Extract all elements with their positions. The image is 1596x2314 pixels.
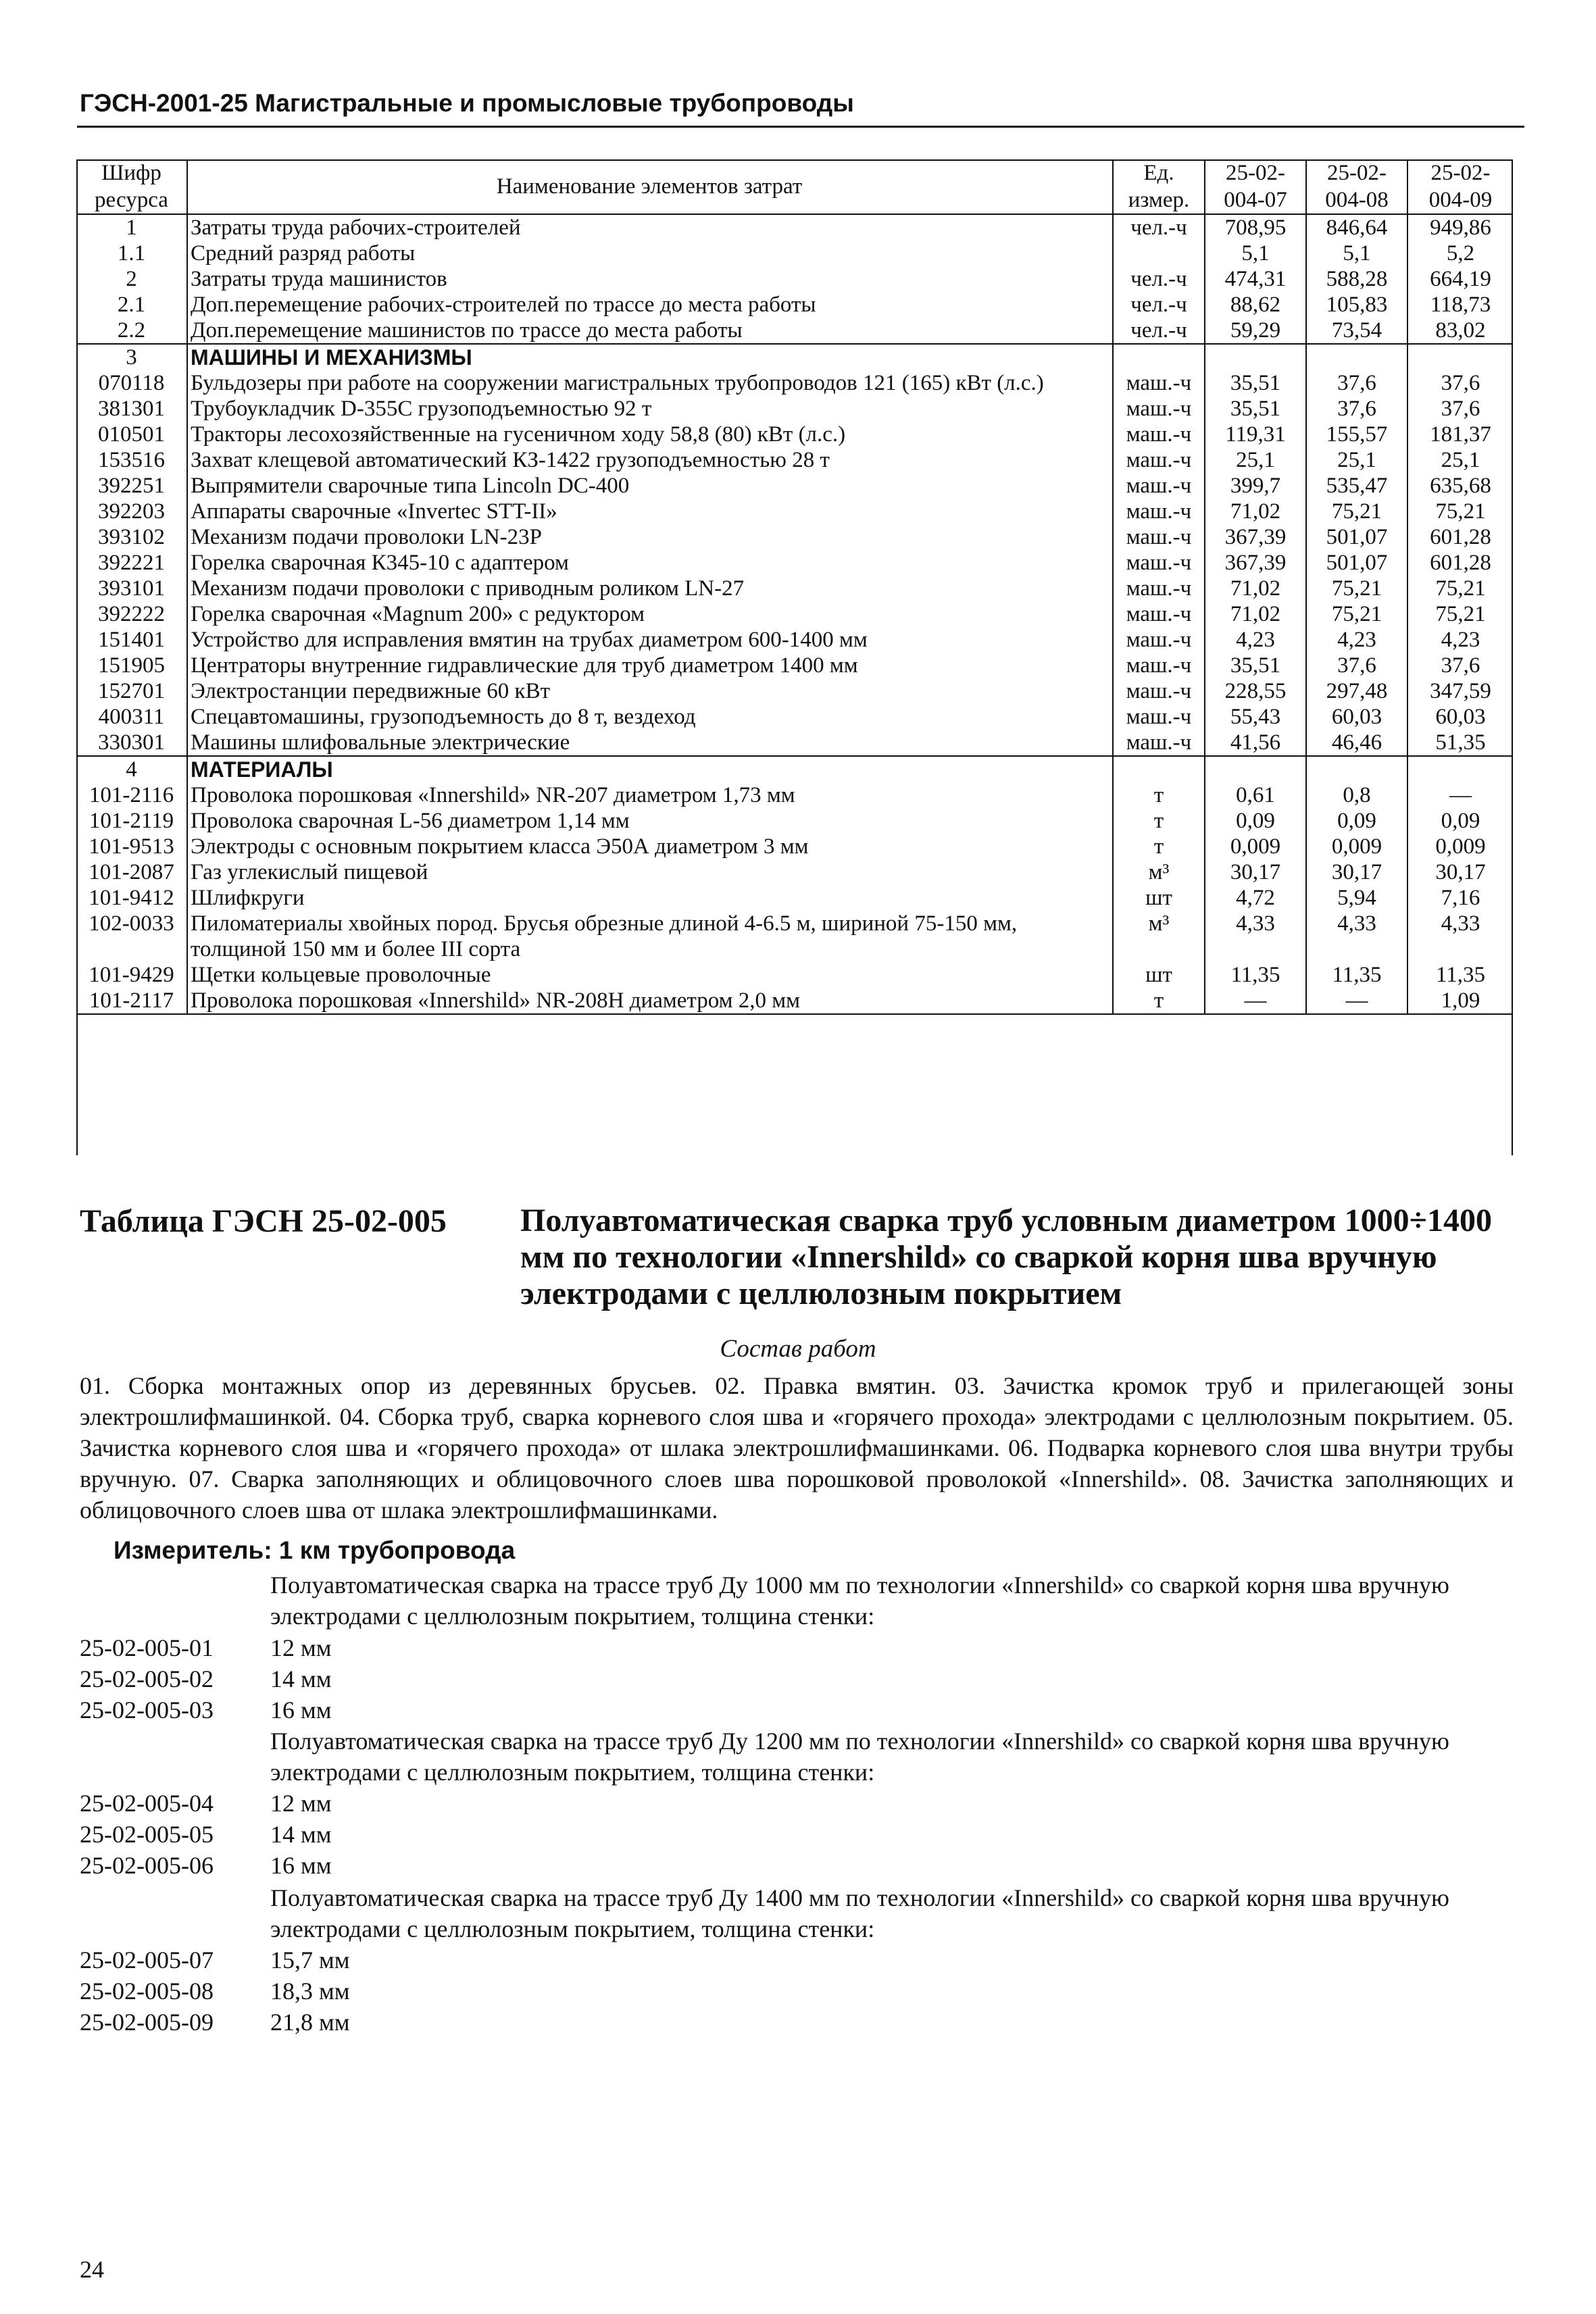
value-col-3 (1407, 756, 1513, 782)
resource-name: Газ углекислый пищевой (187, 859, 1113, 885)
resource-unit: маш.-ч (1113, 704, 1205, 730)
value-col-2: 588,28 (1306, 266, 1407, 292)
resource-code: 151401 (76, 627, 187, 653)
value-col-1: 41,56 (1205, 730, 1306, 756)
value-col-1: 0,009 (1205, 834, 1306, 859)
norm-value: 12 мм (270, 1634, 332, 1661)
value-col-2: 75,21 (1306, 601, 1407, 627)
resource-code: 151905 (76, 653, 187, 678)
resource-unit (1113, 344, 1205, 370)
norm-value: 14 мм (270, 1665, 332, 1692)
value-col-1: 88,62 (1205, 292, 1306, 318)
resource-name: Доп.перемещение рабочих-строителей по трассе до места работы (187, 292, 1113, 318)
value-col-2: 297,48 (1306, 678, 1407, 704)
resource-unit: маш.-ч (1113, 370, 1205, 396)
resource-unit: шт (1113, 962, 1205, 988)
table-row (76, 370, 1513, 396)
value-col-3: 181,37 (1430, 422, 1491, 447)
resource-unit: чел.-ч (1113, 214, 1205, 241)
table-label: Таблица ГЭСН 25-02-005 (80, 1203, 447, 1239)
table-row (76, 859, 1513, 885)
header-col-2: 25-02- 004-08 (1306, 159, 1407, 214)
value-col-1: 708,95 (1205, 214, 1306, 241)
value-col-1: 71,02 (1205, 576, 1306, 601)
value-col-3: 30,17 (1435, 860, 1486, 884)
value-col-2: 5,94 (1306, 885, 1407, 911)
resource-name: Устройство для исправления вмятин на трубах диаметром 600-1400 мм (187, 627, 1113, 653)
resource-code: 400311 (76, 704, 187, 730)
value-col-1 (1205, 344, 1306, 370)
resource-name: Машины шлифовальные электрические (187, 730, 1113, 756)
resource-unit: маш.-ч (1113, 730, 1205, 756)
value-col-3: 75,21 (1435, 576, 1486, 601)
value-col-3: 0,09 (1441, 809, 1480, 833)
norm-row (80, 1663, 332, 1694)
norm-value: 12 мм (270, 1790, 332, 1817)
resource-name: Пиломатериалы хвойных пород. Брусья обрезные длиной 4-6.5 м, шириной 75-150 мм, толщиной 150 мм и более III сорта (187, 911, 1113, 962)
value-col-3: 7,16 (1441, 886, 1480, 910)
table-row (76, 422, 1513, 447)
value-col-3: 75,21 (1435, 602, 1486, 626)
resource-code: 2.2 (76, 318, 187, 344)
table-row (76, 988, 1513, 1014)
resource-name: Затраты труда рабочих-строителей (187, 214, 1113, 241)
resource-unit: маш.-ч (1113, 499, 1205, 524)
value-col-2: 0,09 (1306, 808, 1407, 834)
table-row (76, 447, 1513, 473)
value-col-3: 25,1 (1441, 448, 1480, 472)
value-col-2: 5,1 (1306, 241, 1407, 266)
norm-row (80, 1819, 332, 1850)
resource-code: 381301 (76, 396, 187, 422)
value-col-3: 75,21 (1435, 499, 1486, 524)
norm-code: 25-02-005-08 (80, 1978, 214, 2005)
resource-name: Механизм подачи проволоки с приводным роликом LN-27 (187, 576, 1113, 601)
table-row (76, 782, 1513, 808)
table-row (76, 601, 1513, 627)
table-row (76, 730, 1513, 756)
table-header-row (76, 159, 1513, 214)
resource-name: Затраты труда машинистов (187, 266, 1113, 292)
norm-value: 18,3 мм (270, 1978, 350, 2005)
resource-code: 101-2119 (76, 808, 187, 834)
value-col-2: 60,03 (1306, 704, 1407, 730)
norm-value: 14 мм (270, 1821, 332, 1848)
norm-code: 25-02-005-05 (80, 1821, 214, 1848)
header-col-1: 25-02- 004-07 (1205, 159, 1306, 214)
resource-code: 1 (76, 214, 187, 241)
resource-name: Механизм подачи проволоки LN-23P (187, 524, 1113, 550)
value-col-1: 0,61 (1205, 782, 1306, 808)
value-col-1: 399,7 (1205, 473, 1306, 499)
resource-name: Проволока сварочная L-56 диаметром 1,14 мм (187, 808, 1113, 834)
value-col-3 (1407, 344, 1513, 370)
resource-unit: маш.-ч (1113, 601, 1205, 627)
header-unit: Ед. измер. (1113, 159, 1205, 214)
table-title: Полуавтоматическая сварка труб условным диаметром 1000÷1400 мм по технологии «Innershild» со сваркой корня шва вручную электродами с целлюлозным покрытием (520, 1203, 1492, 1311)
table-row (76, 318, 1513, 344)
resource-code: 101-2116 (76, 782, 187, 808)
norm-code: 25-02-005-04 (80, 1790, 214, 1817)
resource-name: Трубоукладчик D-355C грузоподъемностью 92 т (187, 396, 1113, 422)
group-description-1: Полуавтоматическая сварка на трассе труб Ду 1000 мм по технологии «Innershild» со сваркой корня шва вручную электродами с целлюлозным покрытием, толщина стенки: (270, 1571, 1449, 1630)
value-col-2: 0,009 (1306, 834, 1407, 859)
value-col-2: 37,6 (1306, 653, 1407, 678)
table-row (76, 962, 1513, 988)
value-col-1: 0,09 (1205, 808, 1306, 834)
resource-name: Электростанции передвижные 60 кВт (187, 678, 1113, 704)
resource-unit: маш.-ч (1113, 524, 1205, 550)
header-code: Шифр ресурса (76, 159, 187, 214)
table-row (76, 473, 1513, 499)
group-description-2: Полуавтоматическая сварка на трассе труб Ду 1200 мм по технологии «Innershild» со сваркой корня шва вручную электродами с целлюлозным покрытием, толщина стенки: (270, 1728, 1449, 1786)
value-col-2: 73,54 (1306, 318, 1407, 344)
resource-name: Спецавтомашины, грузоподъемность до 8 т, вездеход (187, 704, 1113, 730)
resource-name: Проволока порошковая «Innershild» NR-208H диаметром 2,0 мм (187, 988, 1113, 1014)
works-heading: Состав работ (720, 1335, 876, 1363)
value-col-3: 83,02 (1435, 318, 1486, 343)
resource-name: Бульдозеры при работе на сооружении магистральных трубопроводов 121 (165) кВт (л.с.) (187, 370, 1113, 396)
value-col-3: 5,2 (1446, 241, 1475, 266)
resource-code: 010501 (76, 422, 187, 447)
resource-unit (1113, 756, 1205, 782)
value-col-2: — (1306, 988, 1407, 1014)
norm-code: 25-02-005-03 (80, 1696, 214, 1724)
resource-unit: маш.-ч (1113, 627, 1205, 653)
value-col-1: 11,35 (1205, 962, 1306, 988)
resource-unit: маш.-ч (1113, 447, 1205, 473)
resource-table (76, 159, 1513, 1015)
resource-unit: маш.-ч (1113, 473, 1205, 499)
resource-name: Центраторы внутренние гидравлические для труб диаметром 1400 мм (187, 653, 1113, 678)
resource-code: 393102 (76, 524, 187, 550)
norm-code: 25-02-005-02 (80, 1665, 214, 1692)
resource-name: Аппараты сварочные «Invertec STT-II» (187, 499, 1113, 524)
resource-code: 392222 (76, 601, 187, 627)
resource-name: МАТЕРИАЛЫ (187, 756, 1113, 782)
resource-unit: чел.-ч (1113, 266, 1205, 292)
table-row (76, 756, 1513, 782)
resource-code: 392221 (76, 550, 187, 576)
resource-unit: маш.-ч (1113, 678, 1205, 704)
value-col-1: 71,02 (1205, 499, 1306, 524)
value-col-2: 37,6 (1306, 370, 1407, 396)
value-col-3: 601,28 (1430, 525, 1491, 549)
value-col-2: 4,33 (1306, 911, 1407, 962)
value-col-1: 55,43 (1205, 704, 1306, 730)
resource-name: Щетки кольцевые проволочные (187, 962, 1113, 988)
value-col-1: 59,29 (1205, 318, 1306, 344)
resource-name: Горелка сварочная «Magnum 200» с редуктором (187, 601, 1113, 627)
value-col-2: 0,8 (1306, 782, 1407, 808)
table-row (76, 396, 1513, 422)
value-col-2: 846,64 (1306, 214, 1407, 241)
norm-row (80, 1788, 332, 1819)
value-col-1: 4,33 (1205, 911, 1306, 962)
resource-unit: маш.-ч (1113, 576, 1205, 601)
value-col-1: 228,55 (1205, 678, 1306, 704)
norm-value: 16 мм (270, 1852, 332, 1879)
value-col-3: 37,6 (1441, 653, 1480, 678)
value-col-3: 118,73 (1430, 293, 1491, 317)
norm-row (80, 1944, 350, 1976)
table-row (76, 524, 1513, 550)
resource-code: 392203 (76, 499, 187, 524)
resource-name: Шлифкруги (187, 885, 1113, 911)
value-col-3: — (1449, 783, 1472, 807)
value-col-2: 501,07 (1306, 550, 1407, 576)
table-row (76, 834, 1513, 859)
norm-row (80, 1632, 332, 1663)
value-col-2: 11,35 (1306, 962, 1407, 988)
table-row (76, 241, 1513, 266)
norm-value: 15,7 мм (270, 1946, 350, 1973)
table-row (76, 704, 1513, 730)
value-col-3: 4,33 (1441, 911, 1480, 936)
header-rule (77, 126, 1524, 128)
value-col-2: 30,17 (1306, 859, 1407, 885)
value-col-2 (1306, 756, 1407, 782)
value-col-1: 35,51 (1205, 370, 1306, 396)
value-col-1: — (1205, 988, 1306, 1014)
resource-unit: т (1113, 782, 1205, 808)
running-header: ГЭСН-2001-25 Магистральные и промысловые трубопроводы (80, 89, 854, 117)
norm-value: 16 мм (270, 1696, 332, 1724)
value-col-2: 75,21 (1306, 499, 1407, 524)
table-row (76, 266, 1513, 292)
resource-unit: маш.-ч (1113, 422, 1205, 447)
value-col-3: 347,59 (1430, 679, 1491, 703)
value-col-1: 5,1 (1205, 241, 1306, 266)
resource-name: Тракторы лесохозяйственные на гусеничном ходу 58,8 (80) кВт (л.с.) (187, 422, 1113, 447)
table-row (76, 344, 1513, 370)
value-col-3: 51,35 (1435, 730, 1486, 755)
resource-code: 4 (76, 756, 187, 782)
resource-name: Доп.перемещение машинистов по трассе до места работы (187, 318, 1113, 344)
value-col-1: 119,31 (1205, 422, 1306, 447)
norm-row (80, 1694, 332, 1726)
table-row (76, 292, 1513, 318)
value-col-1: 474,31 (1205, 266, 1306, 292)
value-col-2: 75,21 (1306, 576, 1407, 601)
page-number: 24 (80, 2256, 104, 2283)
works-text: 01. Сборка монтажных опор из деревянных брусьев. 02. Правка вмятин. 03. Зачистка кромок труб и прилегающей зоны электрошлифмашинкой. 04. Сборка труб, сварка корневого слоя шва и «горячего прохода» электродами с целлюлозным покрытием. 05. Зачистка корневого слоя шва и «горячего прохода» от шлака электрошлифмашинками. 06. Подварка корневого слоя шва внутри трубы вручную. 07. Сварка заполняющих и облицовочного слоев шва порошковой проволокой «Innershild». 08. Зачистка заполняющих и облицовочного слоев шва от шлака электрошлифмашинками. (80, 1372, 1514, 1524)
value-col-3: 635,68 (1430, 474, 1491, 498)
value-col-1: 4,23 (1205, 627, 1306, 653)
norm-row (80, 1976, 350, 2007)
table-row (76, 808, 1513, 834)
resource-code: 153516 (76, 447, 187, 473)
value-col-2: 46,46 (1306, 730, 1407, 756)
value-col-3: 37,6 (1441, 371, 1480, 395)
value-col-3: 60,03 (1435, 705, 1486, 729)
resource-code: 392251 (76, 473, 187, 499)
norm-code: 25-02-005-06 (80, 1852, 214, 1879)
value-col-1: 367,39 (1205, 550, 1306, 576)
value-col-2 (1306, 344, 1407, 370)
resource-unit: чел.-ч (1113, 292, 1205, 318)
value-col-3: 37,6 (1441, 397, 1480, 421)
header-col-3: 25-02- 004-09 (1407, 159, 1513, 214)
value-col-2: 4,23 (1306, 627, 1407, 653)
value-col-1: 30,17 (1205, 859, 1306, 885)
norm-code: 25-02-005-07 (80, 1946, 214, 1973)
resource-code: 393101 (76, 576, 187, 601)
group-description-3: Полуавтоматическая сварка на трассе труб Ду 1400 мм по технологии «Innershild» со сваркой корня шва вручную электродами с целлюлозным покрытием, толщина стенки: (270, 1884, 1449, 1942)
value-col-1: 367,39 (1205, 524, 1306, 550)
resource-code: 1.1 (76, 241, 187, 266)
resource-unit: м³ (1113, 859, 1205, 885)
value-col-1: 35,51 (1205, 396, 1306, 422)
table-row (76, 678, 1513, 704)
resource-code: 152701 (76, 678, 187, 704)
resource-code: 102-0033 (76, 911, 187, 962)
table-row (76, 885, 1513, 911)
resource-code: 2 (76, 266, 187, 292)
resource-name: МАШИНЫ И МЕХАНИЗМЫ (187, 344, 1113, 370)
resource-unit: шт (1113, 885, 1205, 911)
value-col-1: 4,72 (1205, 885, 1306, 911)
resource-code: 101-9429 (76, 962, 187, 988)
resource-name: Выпрямители сварочные типа Lincoln DC-400 (187, 473, 1113, 499)
resource-code: 101-9513 (76, 834, 187, 859)
table-row (76, 550, 1513, 576)
resource-code: 101-2117 (76, 988, 187, 1014)
value-col-3: 949,86 (1430, 216, 1491, 240)
norm-row (80, 2007, 350, 2038)
table-row (76, 627, 1513, 653)
resource-unit: чел.-ч (1113, 318, 1205, 344)
resource-unit (1113, 241, 1205, 266)
resource-name: Горелка сварочная К345-10 с адаптером (187, 550, 1113, 576)
value-col-1 (1205, 756, 1306, 782)
value-col-3: 4,23 (1441, 628, 1480, 652)
header-name: Наименование элементов затрат (187, 159, 1113, 214)
table-row (76, 499, 1513, 524)
value-col-2: 25,1 (1306, 447, 1407, 473)
resource-code: 2.1 (76, 292, 187, 318)
resource-code: 101-9412 (76, 885, 187, 911)
value-col-1: 71,02 (1205, 601, 1306, 627)
value-col-1: 25,1 (1205, 447, 1306, 473)
table-row (76, 214, 1513, 241)
resource-code: 3 (76, 344, 187, 370)
value-col-2: 155,57 (1306, 422, 1407, 447)
value-col-3: 1,09 (1407, 988, 1513, 1014)
resource-unit: маш.-ч (1113, 550, 1205, 576)
resource-code: 330301 (76, 730, 187, 756)
value-col-2: 501,07 (1306, 524, 1407, 550)
resource-unit: т (1113, 988, 1205, 1014)
norm-value: 21,8 мм (270, 2009, 350, 2036)
resource-name: Средний разряд работы (187, 241, 1113, 266)
table-row (76, 911, 1513, 962)
value-col-3: 0,009 (1435, 834, 1486, 859)
resource-unit: т (1113, 834, 1205, 859)
norm-code: 25-02-005-01 (80, 1634, 214, 1661)
resource-name: Проволока порошковая «Innershild» NR-207 диаметром 1,73 мм (187, 782, 1113, 808)
meter: Измеритель: 1 км трубопровода (114, 1536, 516, 1564)
resource-name: Электроды с основным покрытием класса Э50А диаметром 3 мм (187, 834, 1113, 859)
resource-code: 101-2087 (76, 859, 187, 885)
resource-unit: т (1113, 808, 1205, 834)
value-col-3: 11,35 (1435, 963, 1486, 987)
norm-row (80, 1850, 332, 1881)
resource-unit: маш.-ч (1113, 396, 1205, 422)
table-row (76, 653, 1513, 678)
resource-unit: маш.-ч (1113, 653, 1205, 678)
table-row (76, 576, 1513, 601)
resource-code: 070118 (76, 370, 187, 396)
value-col-2: 105,83 (1306, 292, 1407, 318)
value-col-3: 664,19 (1430, 267, 1491, 291)
resource-name: Захват клещевой автоматический КЗ-1422 грузоподъемностью 28 т (187, 447, 1113, 473)
value-col-2: 37,6 (1306, 396, 1407, 422)
norm-code: 25-02-005-09 (80, 2009, 214, 2036)
value-col-1: 35,51 (1205, 653, 1306, 678)
value-col-2: 535,47 (1306, 473, 1407, 499)
resource-unit: м³ (1113, 911, 1205, 962)
value-col-3: 601,28 (1430, 551, 1491, 575)
